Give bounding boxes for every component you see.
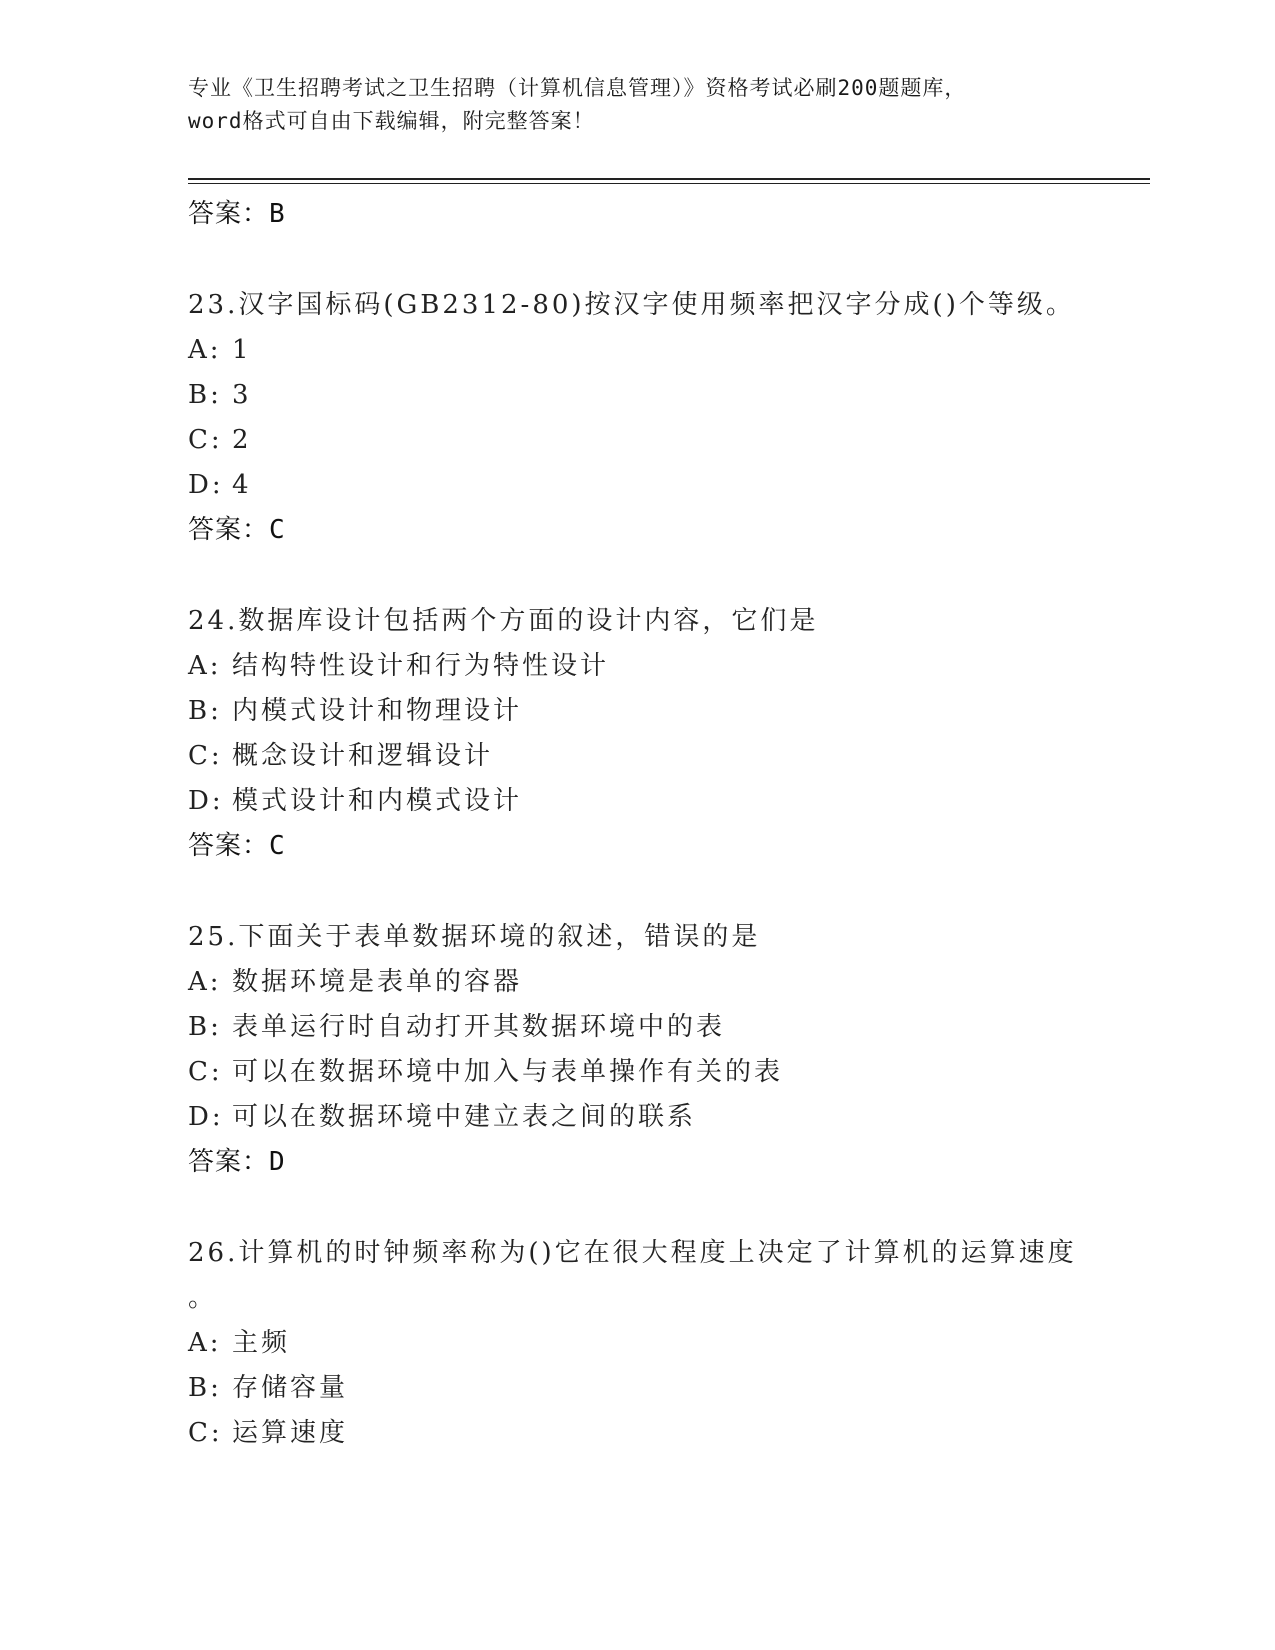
option-key: C: [188,425,223,455]
option-d [188,779,1128,824]
option-text: 3 [232,380,252,410]
option-c [188,1050,1128,1095]
question-26 [188,1231,1128,1456]
question-24 [188,599,1128,869]
option-key: A: [188,1328,222,1358]
option-key: D: [188,786,224,816]
document-header [188,72,1088,138]
option-c [188,1411,1128,1456]
option-key: A: [188,967,222,997]
answer: 答案：D [188,1147,286,1177]
option-text: 数据环境是表单的容器 [232,967,523,997]
option-b [188,1366,1128,1411]
option-key: B: [188,1373,222,1403]
option-d [188,463,1128,508]
header-divider-thick [188,178,1150,180]
answer-prev: 答案：B [188,199,286,229]
option-key: A: [188,651,222,681]
option-text: 1 [232,335,252,365]
option-key: B: [188,696,222,726]
answer: 答案：C [188,515,286,545]
option-c [188,418,1128,463]
option-key: C: [188,1057,223,1087]
option-text: 结构特性设计和行为特性设计 [232,651,610,681]
option-text: 可以在数据环境中加入与表单操作有关的表 [232,1057,784,1087]
option-text: 可以在数据环境中建立表之间的联系 [232,1102,697,1132]
question-text: 24.数据库设计包括两个方面的设计内容，它们是 [188,606,819,636]
question-list [188,192,1128,1456]
question-text-line-1: 26.计算机的时钟频率称为()它在很大程度上决定了计算机的运算速度 [188,1238,1077,1268]
option-key: D: [188,1102,224,1132]
header-divider-thin [188,183,1150,184]
question-text: 25.下面关于表单数据环境的叙述，错误的是 [188,922,761,952]
spacer [188,1185,1128,1231]
option-text: 模式设计和内模式设计 [232,786,523,816]
answer: 答案：C [188,831,286,861]
option-key: B: [188,380,222,410]
spacer [188,553,1128,599]
question-text: 23.汉字国标码(GB2312-80)按汉字使用频率把汉字分成()个等级。 [188,290,1075,320]
option-a [188,960,1128,1005]
option-text: 概念设计和逻辑设计 [232,741,494,771]
question-23 [188,283,1128,553]
option-a [188,1321,1128,1366]
question-25 [188,915,1128,1185]
option-key: D: [188,470,224,500]
option-a [188,644,1128,689]
spacer [188,237,1128,283]
option-text: 存储容量 [232,1373,349,1403]
option-key: B: [188,1012,222,1042]
question-text-line-2: 。 [188,1283,218,1313]
spacer [188,869,1128,915]
option-c [188,734,1128,779]
option-d [188,1095,1128,1140]
option-b [188,1005,1128,1050]
option-b [188,689,1128,734]
option-a [188,328,1128,373]
option-text: 2 [232,425,252,455]
header-line-2: word格式可自由下载编辑，附完整答案！ [188,109,595,133]
option-key: A: [188,335,222,365]
option-key: C: [188,1418,223,1448]
option-key: C: [188,741,223,771]
option-text: 表单运行时自动打开其数据环境中的表 [232,1012,726,1042]
option-text: 4 [232,470,252,500]
header-line-1: 专业《卫生招聘考试之卫生招聘（计算机信息管理）》资格考试必刷200题题库， [188,76,967,100]
option-text: 内模式设计和物理设计 [232,696,523,726]
option-text: 主频 [232,1328,291,1358]
option-b [188,373,1128,418]
option-text: 运算速度 [232,1418,349,1448]
